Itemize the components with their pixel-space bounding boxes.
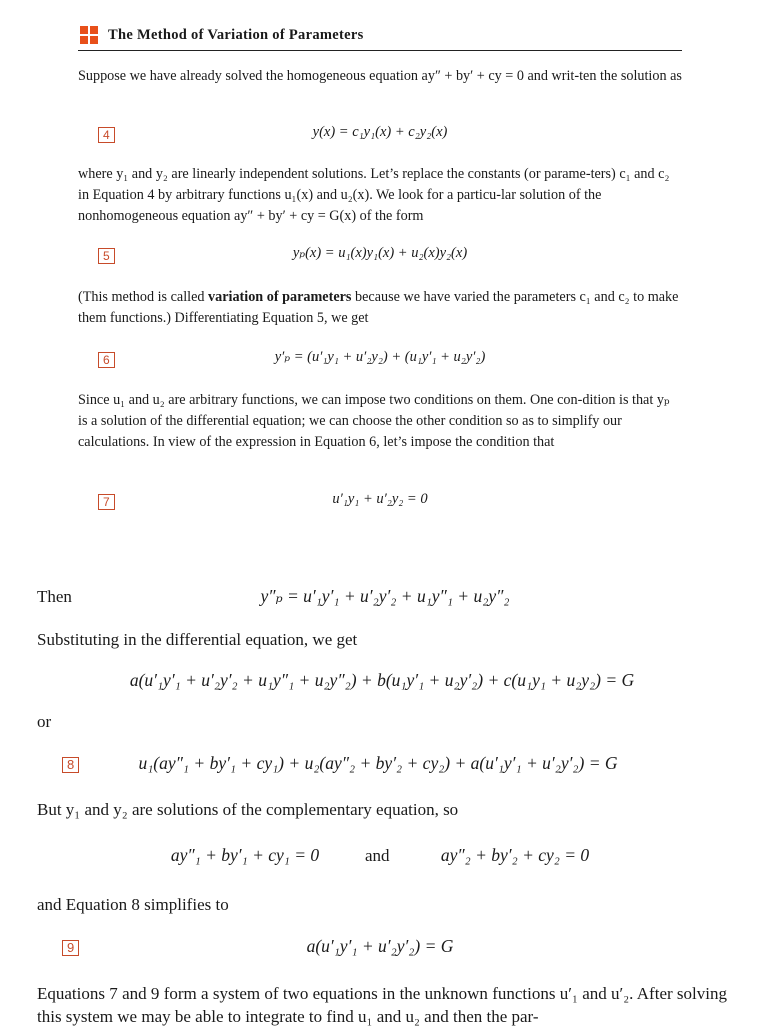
paragraph-variation-lead: (This method is called (78, 289, 209, 305)
equation-8: u₁(ay″₁ + by′₁ + cy₁) + u₂(ay″₂ + by′₂ + cy₂) + a(u′₁y′₁ + u′₂y′₂) = G (138, 753, 618, 773)
term-variation-of-parameters: variation of parameters (208, 289, 352, 305)
equation-complementary-2: ay″₂ + by′₂ + cy₂ = 0 (440, 845, 590, 865)
equation-substituted: a(u′₁y′₁ + u′₂y′₂ + u₁y″₁ + u₂y″₂) + b(u₁y′₁ + u₂y′₂) + c(u₁y₁ + u₂y₂) = G (129, 670, 635, 690)
section-logo-icon (80, 26, 98, 44)
paragraph-impose-conditions: Since u₁ and u₂ are arbitrary functions, we can impose two conditions on them. One con-dition is that yₚ is a solution of the differential equation; we can choose the other condition so as to simplify our calculations. In view of the expression in Equation 6, let’s impose the condition that (78, 392, 670, 450)
equation-6: y′ₚ = (u′₁y₁ + u′₂y₂) + (u₁y′₁ + u₂y′₂) (274, 349, 486, 365)
equation-number-8: 8 (62, 757, 79, 773)
paragraph-simplifies: and Equation 8 simplifies to (37, 895, 229, 914)
and-label: and (365, 846, 390, 865)
section-title: The Method of Variation of Parameters (108, 27, 364, 43)
equation-7: u′₁y₁ + u′₂y₂ = 0 (332, 491, 428, 507)
equation-number-5: 5 (98, 248, 115, 264)
equation-second-derivative: y″ₚ = u′₁y′₁ + u′₂y′₂ + u₁y″₁ + u₂y″₂ (260, 586, 510, 606)
paragraph-intro: Suppose we have already solved the homogeneous equation ay″ + by′ + cy = 0 and writ-ten the solution as (78, 68, 682, 84)
page-header (78, 22, 682, 51)
paragraph-variation-tail: because we have varied the parameters c₁ and c₂ to make them functions.) Differentiating Equation 5, we get (78, 289, 679, 326)
equation-complementary-1: ay″₁ + by′₁ + cy₁ = 0 (170, 845, 320, 865)
paragraph-replace-constants: where y₁ and y₂ are linearly independent solutions. Let’s replace the constants (or parame-ters) c₁ and c₂ in Equation 4 by arbitrary functions u₁(x) and u₂(x). We look for a particu-lar solution of the nonhomogeneous equation ay″ + by′ + cy = G(x) of the form (78, 166, 670, 224)
equation-4: y(x) = c₁y₁(x) + c₂y₂(x) (312, 124, 448, 140)
equation-number-6: 6 (98, 352, 115, 368)
then-label: Then (37, 587, 72, 606)
equation-number-4: 4 (98, 127, 115, 143)
paragraph-substituting: Substituting in the differential equation, we get (37, 630, 358, 649)
equation-5: yₚ(x) = u₁(x)y₁(x) + u₂(x)y₂(x) (292, 245, 468, 261)
equation-number-9: 9 (62, 940, 79, 956)
paragraph-system: Equations 7 and 9 form a system of two equations in the unknown functions u′₁ and u′₂. After solving this system we may be able to integrate to find u₁ and u₂ and then the par- (37, 984, 727, 1026)
paragraph-complementary: But y₁ and y₂ are solutions of the complementary equation, so (37, 800, 459, 819)
equation-9: a(u′₁y′₁ + u′₂y′₂) = G (306, 936, 454, 956)
equation-number-7: 7 (98, 494, 115, 510)
or-label: or (37, 712, 52, 731)
paragraph-variation (78, 287, 682, 329)
